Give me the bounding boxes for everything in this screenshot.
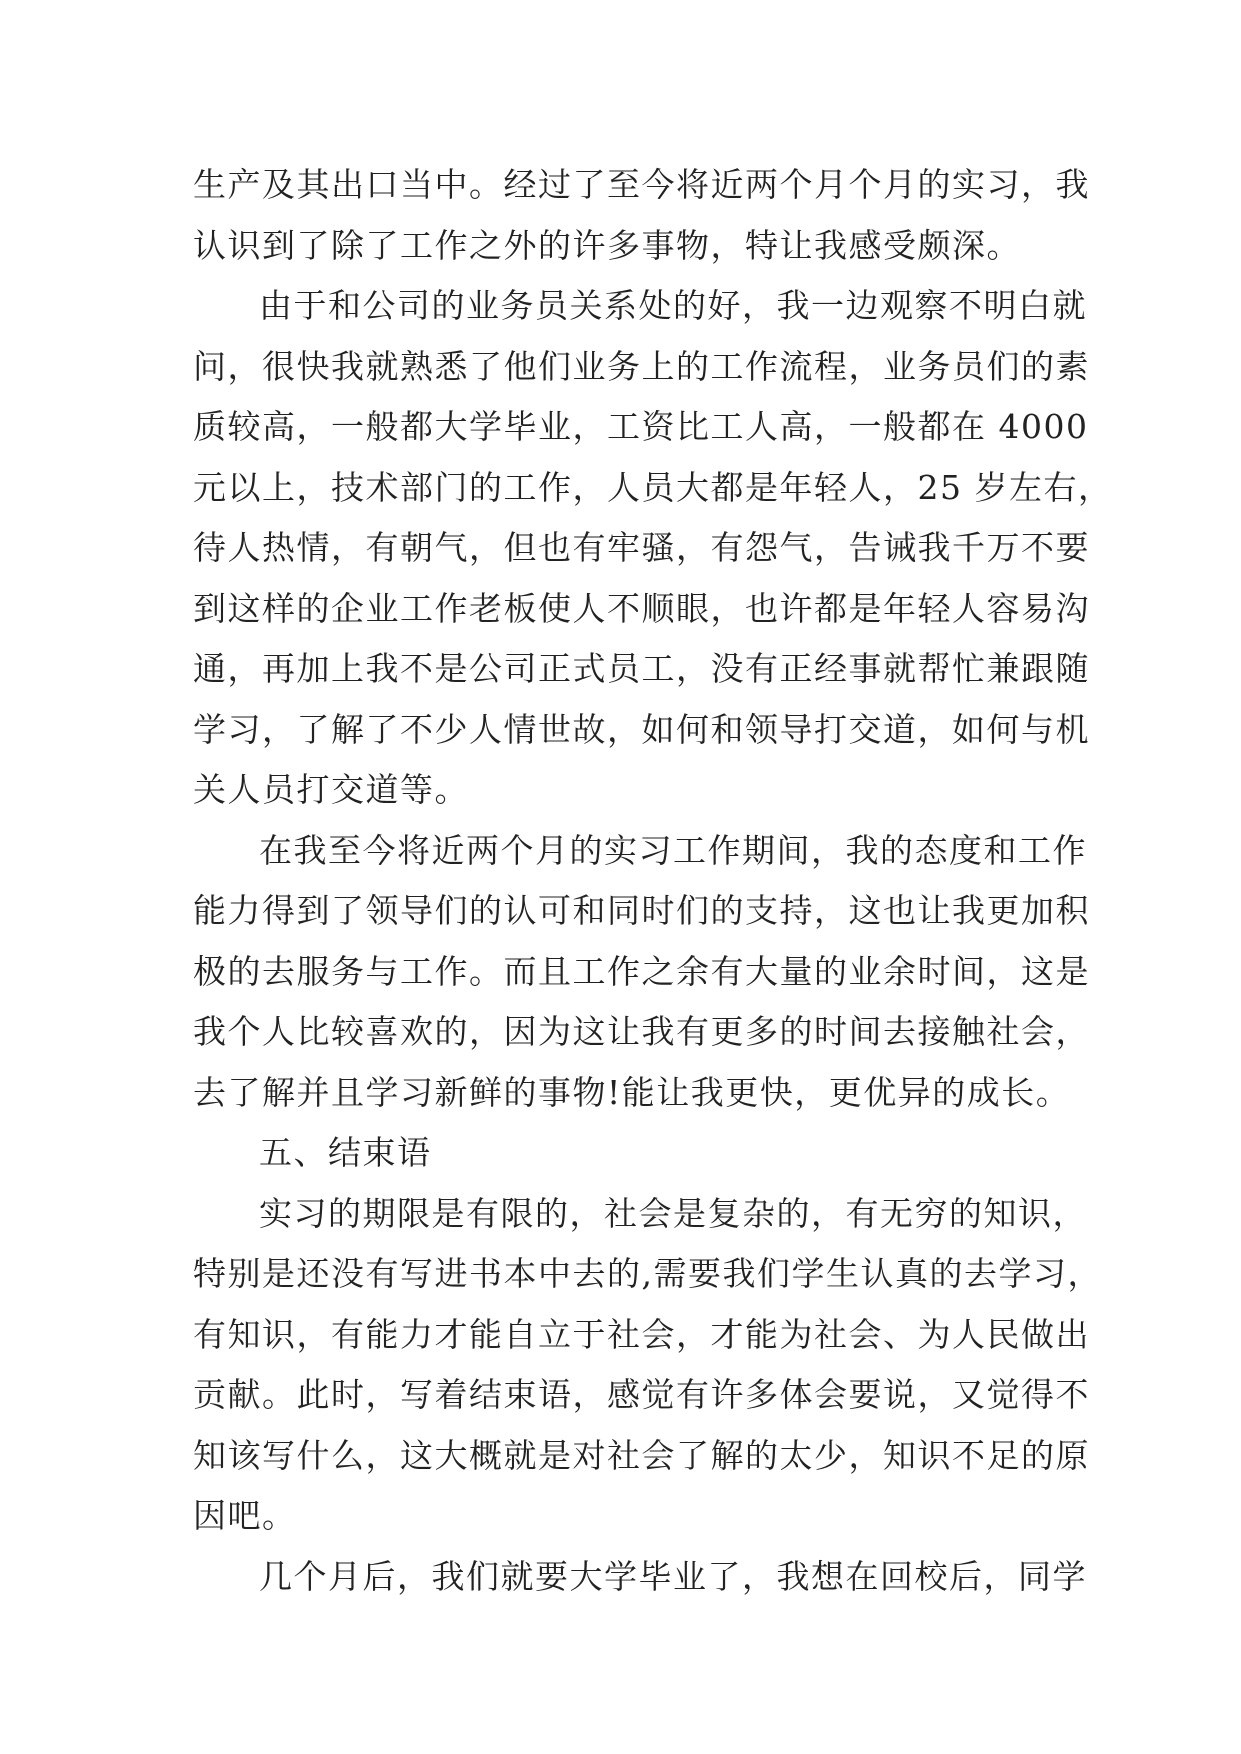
text-line: 因吧。 xyxy=(193,1496,297,1535)
text-line: 有知识，有能力才能自立于社会，才能为社会、为人民做出 xyxy=(193,1314,1090,1354)
text-line: 几个月后，我们就要大学毕业了，我想在回校后，同学 xyxy=(259,1556,1087,1596)
text-line: 问，很快我就熟悉了他们业务上的工作流程，业务员们的素 xyxy=(193,346,1090,386)
text-line: 关人员打交道等。 xyxy=(193,770,469,809)
text-line: 去了解并且学习新鲜的事物!能让我更快，更优异的成长。 xyxy=(193,1072,1071,1112)
text-line: 贡献。此时，写着结束语，感觉有许多体会要说，又觉得不 xyxy=(193,1375,1090,1414)
text-line: 能力得到了领导们的认可和同时们的支持，这也让我更加积 xyxy=(193,891,1090,930)
document-body xyxy=(193,155,1113,1607)
text-line: 质较高，一般都大学毕业，工资比工人高，一般都在 4000 xyxy=(193,407,1089,446)
text-line: 通，再加上我不是公司正式员工，没有正经事就帮忙兼跟随 xyxy=(193,649,1090,688)
text-line: 五、结束语 xyxy=(259,1133,432,1172)
text-line: 极的去服务与工作。而且工作之余有大量的业余时间，这是 xyxy=(193,951,1090,991)
text-line: 认识到了除了工作之外的许多事物，特让我感受颇深。 xyxy=(193,225,1021,265)
text-line: 知该写什么，这大概就是对社会了解的太少，知识不足的原 xyxy=(193,1435,1090,1475)
text-line: 由于和公司的业务员关系处的好，我一边观察不明白就 xyxy=(259,286,1087,325)
text-line: 到这样的企业工作老板使人不顺眼，也许都是年轻人容易沟 xyxy=(193,588,1090,628)
text-line: 生产及其出口当中。经过了至今将近两个月个月的实习，我 xyxy=(193,165,1090,204)
text-line: 待人热情，有朝气，但也有牢骚，有怨气，告诫我千万不要 xyxy=(193,528,1090,567)
text-line: 特别是还没有写进书本中去的,需要我们学生认真的去学习， xyxy=(193,1254,1102,1293)
text-line: 学习，了解了不少人情世故，如何和领导打交道，如何与机 xyxy=(193,709,1090,749)
text-line: 元以上，技术部门的工作，人员大都是年轻人，25 岁左右， xyxy=(193,467,1113,507)
text-line: 我个人比较喜欢的，因为这让我有更多的时间去接触社会， xyxy=(193,1012,1090,1051)
text-line: 实习的期限是有限的，社会是复杂的，有无穷的知识， xyxy=(259,1193,1087,1233)
text-line: 在我至今将近两个月的实习工作期间，我的态度和工作 xyxy=(259,830,1087,870)
